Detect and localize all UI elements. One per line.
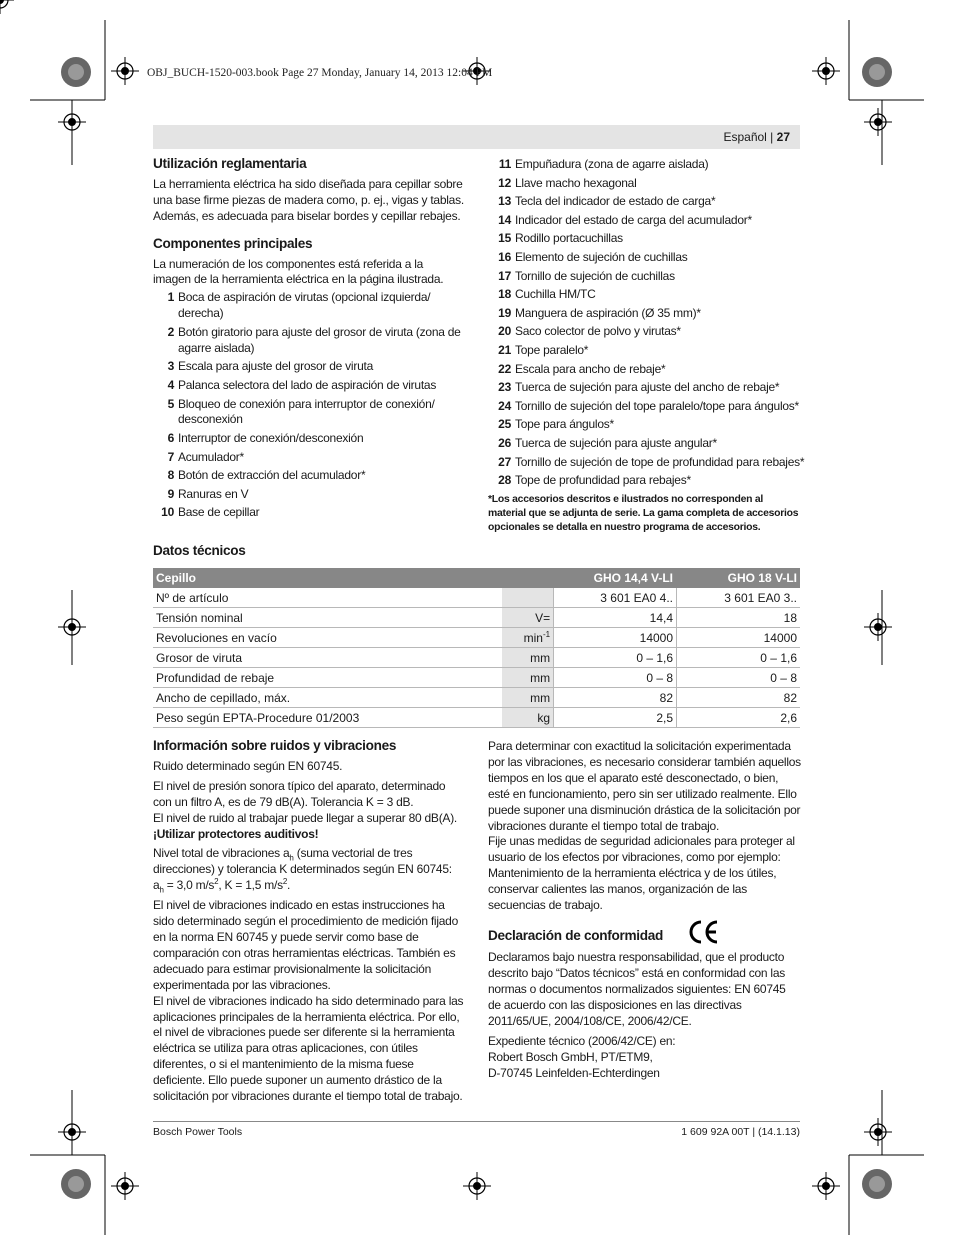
right-column: [488, 155, 805, 535]
component-item: [153, 450, 464, 466]
table-header-cell: GHO 14,4 V-LI: [554, 568, 677, 588]
cell-text: V=: [535, 610, 551, 625]
component-label: Elemento de sujeción de cuchillas: [515, 249, 688, 264]
cell-text: 0 – 1,6: [760, 650, 797, 665]
component-item: [153, 487, 464, 503]
component-number: 18: [498, 287, 511, 302]
component-label: Tope paralelo*: [515, 342, 589, 357]
spec-value-18: [677, 648, 800, 668]
component-label: Tornillo de sujeción de cuchillas: [515, 268, 675, 283]
cell-text: 14000: [639, 630, 674, 645]
component-number: 17: [498, 268, 511, 283]
component-item: [153, 431, 464, 447]
conformity-address: D-70745 Leinfelden-Echterdingen: [488, 1066, 660, 1081]
spec-unit: [502, 708, 554, 728]
component-label: Tornillo de sujeción de tope de profundidad para rebajes*: [515, 454, 805, 469]
intended-use-text: La herramienta eléctrica ha sido diseñada para cepillar sobre una base firme piezas de madera como, p. ej., vigas y tablas. Además, es adecuada para biselar bordes y cepillar rebajes.: [153, 176, 464, 223]
noise-column-right: [488, 739, 801, 1082]
component-item: [488, 415, 801, 434]
component-item: [153, 397, 464, 429]
page-number: 27: [776, 130, 790, 144]
component-number: 9: [167, 486, 174, 501]
component-number: 27: [498, 454, 511, 469]
table-header-cell: Cepillo: [153, 568, 502, 588]
spec-label: [153, 608, 502, 628]
page-header-bar: [153, 125, 800, 149]
component-item: [153, 359, 464, 375]
noise-p1: Ruido determinado según EN 60745.: [153, 758, 343, 773]
component-label: Tuerca de sujeción para ajuste del ancho de rebaje*: [515, 380, 780, 395]
cell-text: 18: [783, 610, 797, 625]
component-label: Tuerca de sujeción para ajuste angular*: [515, 435, 717, 450]
cell-text: 0 – 8: [646, 670, 674, 685]
unit-exponent: -1: [542, 629, 551, 639]
vib-text-c: a: [153, 878, 160, 893]
spec-unit: [502, 608, 554, 628]
noise-p7: El nivel de vibraciones indicado ha sido determinado para las aplicaciones principales de la herramienta eléctrica. Por ello, el nivel de vibraciones puede ser diferente si la herramienta eléctrica se utiliza para otras aplicaciones, con útiles diferentes, o si el mantenimiento de la misma fuese deficiente. Ello puede suponer un aumento drástico de la solicitación por vibraciones durante el tiempo total de trabajo.: [153, 993, 464, 1104]
spec-value-144: [554, 588, 677, 608]
component-label: Manguera de aspiración (Ø 35 mm)*: [515, 305, 701, 320]
vib-text-end: .: [287, 878, 291, 893]
page-header-label: [723, 130, 790, 144]
noise-column-left: [153, 738, 464, 1105]
component-item: [153, 468, 464, 484]
spec-value-18: [677, 628, 800, 648]
component-item: [488, 155, 801, 174]
component-item: [488, 322, 801, 341]
component-label: Escala para ancho de rebaje*: [515, 361, 666, 376]
conformity-company: Robert Bosch GmbH, PT/ETM9,: [488, 1050, 653, 1065]
vib-sub-1: h: [289, 853, 294, 863]
cell-text: Ancho de cepillado, máx.: [156, 690, 291, 705]
accessories-note: *Los accesorios descritos e ilustrados no corresponden al material que se adjunta de serie. La gama completa de accesorios opcionales se detalla en nuestro programa de accesorios.: [488, 493, 799, 533]
cell-text: Nº de artículo: [156, 590, 229, 605]
component-item: [488, 211, 801, 230]
component-number: 1: [167, 290, 174, 305]
cell-text: 14,4: [649, 610, 674, 625]
spec-unit: [502, 648, 554, 668]
component-number: 23: [498, 380, 511, 395]
component-number: 10: [161, 505, 174, 520]
table-header-cell: [502, 568, 554, 588]
language-label: Español |: [723, 130, 777, 144]
table-row: [153, 688, 800, 708]
component-number: 6: [167, 431, 174, 446]
cell-text: mm: [530, 670, 551, 685]
component-number: 11: [498, 157, 511, 171]
component-item: [488, 397, 801, 416]
components-list-right: [488, 155, 805, 490]
component-label: Palanca selectora del lado de aspiración de virutas: [178, 377, 437, 392]
component-item: [488, 174, 801, 193]
component-number: 15: [498, 231, 511, 246]
component-item: [153, 505, 464, 521]
component-number: 28: [498, 473, 511, 488]
cell-text: Grosor de viruta: [156, 650, 243, 665]
vibration-total: [153, 846, 464, 894]
heading-components: Componentes principales: [153, 235, 313, 251]
cell-text: mm: [530, 650, 551, 665]
spec-value-144: [554, 648, 677, 668]
table-row: [153, 648, 800, 668]
spec-unit: [502, 668, 554, 688]
table-header-row: [153, 568, 800, 588]
printer-line: OBJ_BUCH-1520-003.book Page 27 Monday, January 14, 2013 12:04 PM: [147, 67, 493, 79]
component-label: Tecla del indicador de estado de carga*: [515, 194, 716, 209]
noise-r2: Fije unas medidas de seguridad adicionales para proteger al usuario de los efectos por vibraciones, como por ejemplo: Mantenimiento de la herramienta eléctrica y de los útiles, conservar calientes las manos, organización de las secuencias de trabajo.: [488, 834, 795, 913]
component-item: [488, 341, 801, 360]
spec-value-144: [554, 668, 677, 688]
component-item: [488, 304, 801, 323]
spec-value-144: [554, 628, 677, 648]
spec-unit: [502, 688, 554, 708]
heading-intended-use: Utilización reglamentaria: [153, 156, 307, 171]
component-item: [488, 471, 801, 490]
noise-p6: El nivel de vibraciones indicado en estas instrucciones ha sido determinado según el procedimiento de medición fijado en la norma EN 60745 y puede servir como base de comparación con otras herramientas eléctricas. También es adecuado para estimar provisionalmente la solicitación experimentada por las vibraciones.: [153, 898, 459, 992]
component-label: Llave macho hexagonal: [515, 175, 637, 190]
vib-sup-2: 2: [282, 877, 288, 887]
cell-text: 0 – 8: [770, 670, 797, 685]
conformity-file: Expediente técnico (2006/42/CE) en:: [488, 1034, 676, 1049]
vib-sub-2: h: [159, 885, 164, 895]
cell-text: Profundidad de rebaje: [156, 670, 275, 685]
component-number: 3: [167, 359, 174, 374]
cell-text: mm: [530, 690, 551, 705]
component-item: [153, 325, 464, 357]
table-row: [153, 628, 800, 648]
noise-warning: ¡Utilizar protectores auditivos!: [153, 826, 319, 841]
cell-text: Revoluciones en vacío: [156, 630, 277, 645]
vib-text-b: (suma vectorial de tres direcciones) y tolerancia K determinados según EN 60745:: [153, 846, 452, 877]
spec-value-144: [554, 688, 677, 708]
component-number: 14: [498, 212, 511, 227]
spec-value-18: [677, 708, 800, 728]
component-label: Tope para ángulos*: [515, 417, 614, 432]
component-item: [488, 192, 801, 211]
component-item: [153, 378, 464, 394]
heading-noise: Información sobre ruidos y vibraciones: [153, 738, 397, 753]
spec-label: [153, 648, 502, 668]
component-item: [153, 290, 464, 322]
component-item: [488, 229, 801, 248]
noise-r1: Para determinar con exactitud la solicitación experimentada por las vibraciones, es necesario considerar también aquellos tiempos en los que el aparato esté desconectado, o bien, esté en funcionamiento, pero sin ser utilizado realmente. Ello puede suponer una disminución drástica de la solicitación por vibraciones durante el tiempo total de trabajo.: [488, 739, 801, 833]
cell-text: Peso según EPTA-Procedure 01/2003: [156, 710, 360, 725]
component-item: [488, 453, 805, 472]
component-item: [488, 267, 801, 286]
component-item: [488, 360, 801, 379]
footer-docnum: 1 609 92A 00T | (14.1.13): [681, 1126, 800, 1138]
component-number: 20: [498, 324, 511, 339]
noise-p2: El nivel de presión sonora típico del aparato, determinado con un filtro A, es de 79 dB(A). Tolerancia K = 3 dB.: [153, 778, 446, 809]
cell-text: 82: [659, 690, 674, 705]
footer-rule: [153, 1121, 800, 1122]
component-label: Empuñadura (zona de agarre aislada): [515, 157, 709, 171]
tech-data-table: [153, 568, 800, 728]
component-label: Rodillo portacuchillas: [515, 231, 623, 246]
vib-text-a: Nivel total de vibraciones a: [153, 846, 290, 861]
spec-label: [153, 708, 502, 728]
heading-conformity: Declaración de conformidad: [488, 927, 664, 943]
components-intro: La numeración de los componentes está referida a la imagen de la herramienta eléctrica en la página ilustrada.: [153, 256, 444, 287]
heading-tech-data: Datos técnicos: [153, 543, 246, 558]
component-label: Boca de aspiración de virutas (opcional izquierda/ derecha): [178, 290, 431, 321]
noise-p3: El nivel de ruido al trabajar puede llegar a superar 80 dB(A).: [153, 810, 458, 825]
component-label: Acumulador*: [178, 449, 244, 464]
cell-text: 3 601 EA0 4..: [600, 590, 674, 605]
spec-value-18: [677, 608, 800, 628]
cell-text: kg: [537, 710, 551, 725]
component-number: 12: [498, 175, 511, 190]
component-label: Botón giratorio para ajuste del grosor de viruta (zona de agarre aislada): [178, 324, 461, 355]
component-number: 8: [167, 468, 174, 483]
component-label: Cuchilla HM/TC: [515, 287, 596, 302]
component-label: Base de cepillar: [178, 505, 260, 520]
ce-mark-icon: [688, 918, 720, 946]
left-column: [153, 156, 464, 524]
component-label: Indicador del estado de carga del acumulador*: [515, 212, 752, 227]
component-number: 21: [498, 342, 511, 357]
spec-value-18: [677, 688, 800, 708]
cell-text: 82: [783, 690, 797, 705]
component-number: 19: [498, 305, 511, 320]
component-item: [488, 434, 801, 453]
table-row: [153, 668, 800, 688]
component-item: [488, 248, 801, 267]
component-label: Tope de profundidad para rebajes*: [515, 473, 691, 488]
cell-text: 3 601 EA0 3..: [724, 590, 797, 605]
spec-label: [153, 668, 502, 688]
cell-text: 0 – 1,6: [636, 650, 674, 665]
spec-unit: [502, 588, 554, 608]
vib-text-d: = 3,0 m/s: [163, 878, 215, 893]
component-number: 5: [167, 396, 174, 411]
table-header-cell: GHO 18 V-LI: [677, 568, 800, 588]
component-number: 16: [498, 249, 511, 264]
cell-text: 14000: [763, 630, 797, 645]
component-label: Bloqueo de conexión para interruptor de conexión/ desconexión: [178, 396, 435, 427]
cell-text: 2,5: [656, 710, 674, 725]
spec-value-144: [554, 708, 677, 728]
cell-text: Tensión nominal: [156, 610, 243, 625]
spec-value-18: [677, 668, 800, 688]
component-number: 22: [498, 361, 511, 376]
spec-label: [153, 688, 502, 708]
spec-value-144: [554, 608, 677, 628]
spec-label: [153, 588, 502, 608]
conformity-text: Declaramos bajo nuestra responsabilidad, que el producto descrito bajo “Datos técnicos” está en conformidad con las normas o documentos normalizados siguientes: EN 60745 de acuerdo con las disposiciones en las directivas 2011/65/UE, 2004/108/CE, 2006/42/CE.: [488, 949, 786, 1028]
component-label: Ranuras en V: [178, 486, 249, 501]
component-number: 2: [167, 324, 174, 339]
vib-text-e: , K = 1,5 m/s: [218, 878, 283, 893]
cell-text: min: [523, 630, 543, 645]
component-label: Interruptor de conexión/desconexión: [178, 431, 364, 446]
component-item: [488, 378, 801, 397]
component-number: 25: [498, 417, 511, 432]
spec-label: [153, 628, 502, 648]
component-label: Tornillo de sujeción del tope paralelo/tope para ángulos*: [515, 398, 799, 413]
tech-heading-wrap: [153, 543, 246, 559]
component-number: 13: [498, 194, 511, 209]
component-number: 26: [498, 435, 511, 450]
component-label: Botón de extracción del acumulador*: [178, 468, 366, 483]
cell-text: 2,6: [780, 710, 797, 725]
component-label: Escala para ajuste del grosor de viruta: [178, 359, 374, 374]
vib-sup-1: 2: [214, 877, 219, 887]
table-row: [153, 608, 800, 628]
spec-value-18: [677, 588, 800, 608]
components-list-left: [153, 290, 464, 521]
component-number: 7: [167, 449, 174, 464]
component-label: Saco colector de polvo y virutas*: [515, 324, 681, 339]
component-number: 4: [167, 377, 174, 392]
component-item: [488, 285, 801, 304]
footer-brand: Bosch Power Tools: [153, 1126, 243, 1138]
spec-unit: [502, 628, 554, 648]
table-row: [153, 588, 800, 608]
component-number: 24: [498, 398, 511, 413]
table-row: [153, 708, 800, 728]
